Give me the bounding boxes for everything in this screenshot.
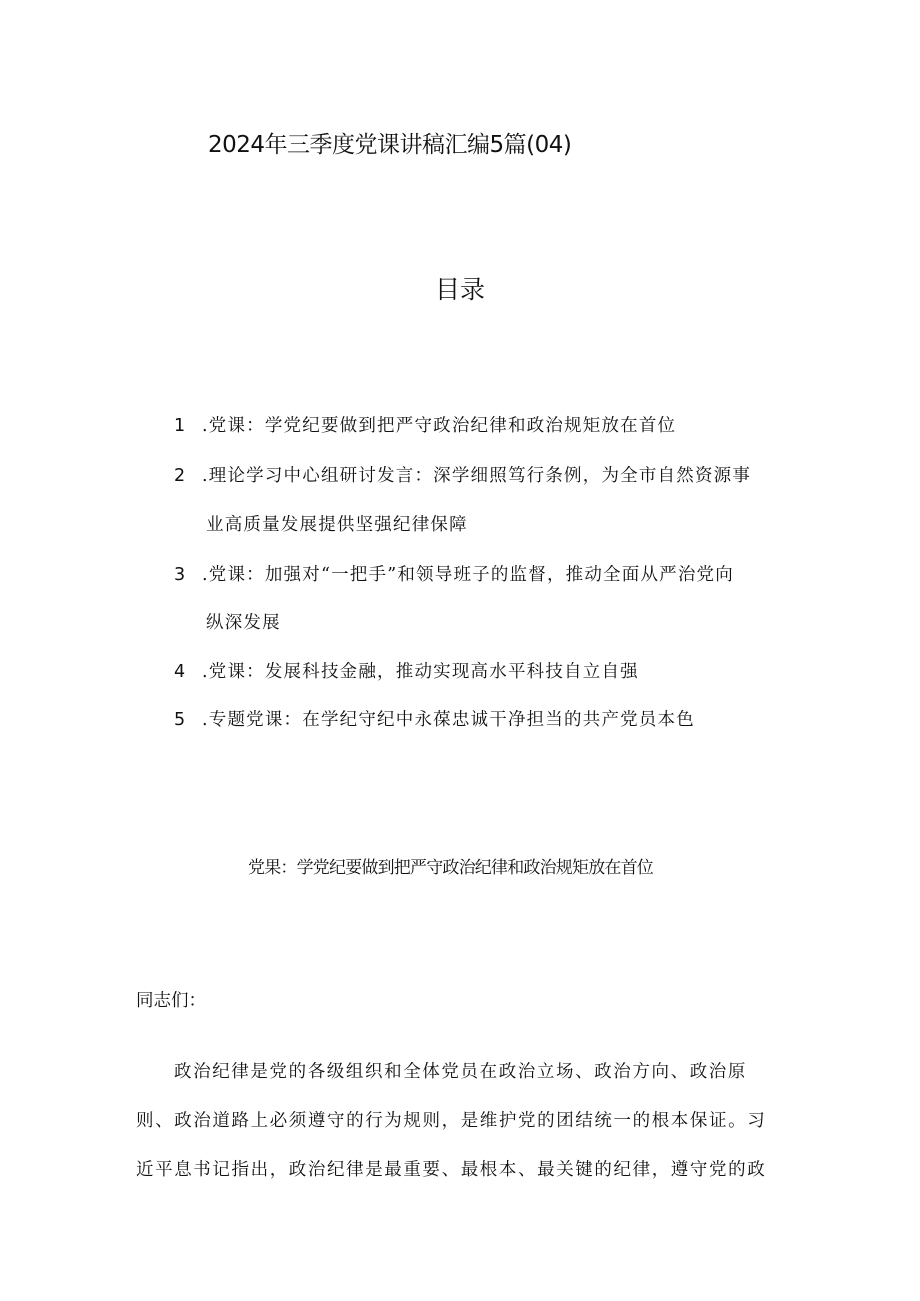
toc-item[interactable] xyxy=(174,412,676,437)
toc-item-number: 5 xyxy=(174,710,186,730)
toc-item[interactable] xyxy=(174,462,751,487)
toc-item-number: 2 xyxy=(174,466,186,486)
toc-item-number: 1 xyxy=(174,416,186,436)
toc-item-text: .党课：加强对“一把手”和领导班子的监督，推动全面从严治党向 xyxy=(202,565,734,585)
toc-item-number: 4 xyxy=(174,662,186,682)
paragraph-line: 近平息书记指出，政治纪律是最重要、最根本、最关键的纪律，遵守党的政 xyxy=(136,1160,767,1180)
toc-item-text: .党课：学党纪要做到把严守政治纪律和政治规矩放在首位 xyxy=(202,416,677,436)
toc-item-text: .党课：发展科技金融，推动实现高水平科技自立自强 xyxy=(202,662,639,682)
toc-item[interactable] xyxy=(174,658,639,683)
toc-item-number: 3 xyxy=(174,565,186,585)
paragraph-line: 政治纪律是党的各级组织和全体党员在政治立场、政治方向、政治原 xyxy=(174,1062,747,1082)
toc-item[interactable] xyxy=(174,561,734,586)
salutation: 同志们： xyxy=(136,991,206,1011)
toc-item-text: .理论学习中心组研讨发言：深学细照笃行条例，为全市自然资源事 xyxy=(202,466,752,486)
toc-item-continuation[interactable]: 纵深发展 xyxy=(206,613,281,633)
toc-heading: 目录 xyxy=(434,275,485,304)
toc-item-continuation[interactable]: 业高质量发展提供坚强纪律保障 xyxy=(206,515,468,535)
section-title: 党果：学党纪要做到把严守政治纪律和政治规矩放在首位 xyxy=(248,858,653,878)
toc-item[interactable] xyxy=(174,706,695,731)
toc-item-text: .专题党课：在学纪守纪中永葆忠诚干净担当的共产党员本色 xyxy=(202,710,695,730)
document-title: 2024年三季度党课讲稿汇编5篇(04) xyxy=(208,132,572,158)
paragraph-line: 则、政治道路上必须遵守的行为规则，是维护党的团结统一的根本保证。习 xyxy=(136,1111,767,1131)
